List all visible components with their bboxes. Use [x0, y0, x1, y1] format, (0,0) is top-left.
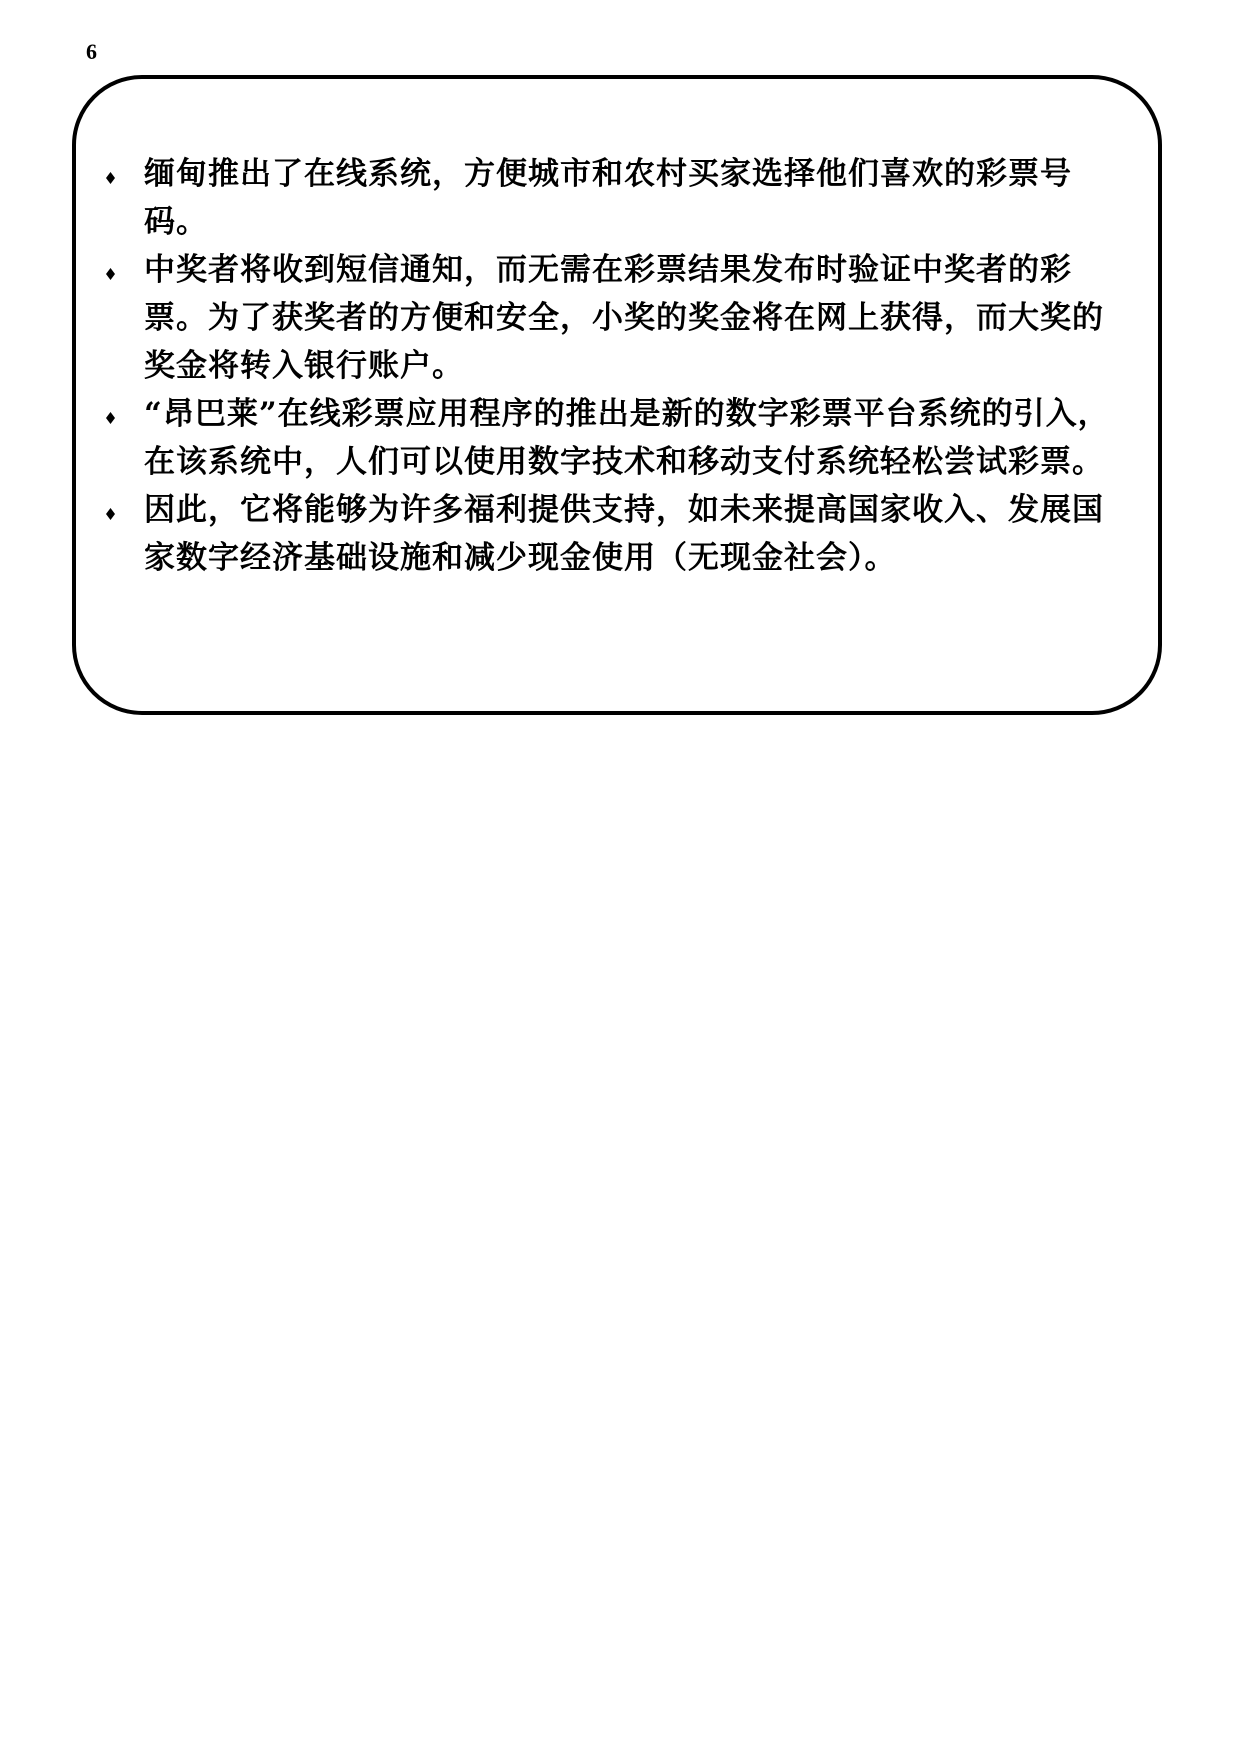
diamond-bullet-icon	[104, 150, 124, 198]
diamond-bullet-icon	[104, 390, 124, 438]
diamond-bullet-icon	[104, 486, 124, 534]
bullet-item	[104, 390, 1134, 486]
bullet-item	[104, 486, 1134, 582]
bullet-text: 因此，它将能够为许多福利提供支持，如未来提高国家收入、发展国家数字经济基础设施和减少现金使用（无现金社会）。	[144, 492, 1104, 576]
bullet-text: 中奖者将收到短信通知，而无需在彩票结果发布时验证中奖者的彩票。为了获奖者的方便和安全，小奖的奖金将在网上获得，而大奖的奖金将转入银行账户。	[144, 252, 1104, 384]
bullet-text: “昂巴莱”在线彩票应用程序的推出是新的数字彩票平台系统的引入，在该系统中，人们可以使用数字技术和移动支付系统轻松尝试彩票。	[144, 396, 1110, 480]
bullet-text: 缅甸推出了在线系统，方便城市和农村买家选择他们喜欢的彩票号码。	[144, 156, 1072, 240]
bullet-item	[104, 150, 1134, 246]
bullet-list	[104, 150, 1134, 582]
diamond-bullet-icon	[104, 246, 124, 294]
bullet-item	[104, 246, 1134, 390]
page-number: 6	[86, 39, 97, 64]
